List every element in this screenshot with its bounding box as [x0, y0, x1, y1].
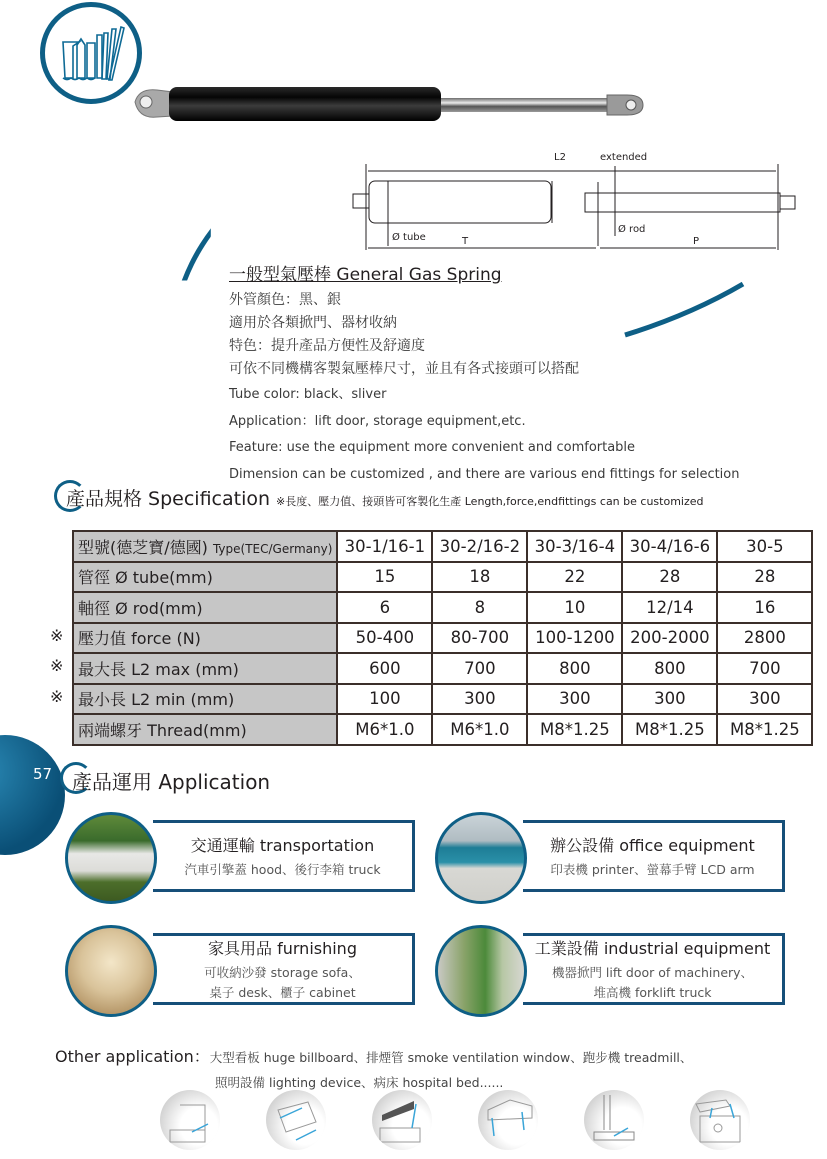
table-cell: 8	[432, 592, 527, 623]
card-title: 工業設備 industrial equipment	[534, 938, 771, 958]
spec-section-header	[66, 484, 703, 511]
table-row	[73, 653, 812, 684]
table-cell: 28	[622, 562, 717, 593]
row-label: 壓力值 force (N)	[73, 623, 337, 654]
label-extended: extended	[600, 152, 648, 163]
asterisk-mark: ※	[50, 626, 64, 645]
industrial-photo	[435, 925, 527, 1017]
table-cell: 600	[337, 653, 432, 684]
card-line: 桌子 desk、櫃子 cabinet	[209, 984, 356, 1000]
office-photo	[435, 812, 527, 904]
column-header: 30-5	[717, 531, 812, 562]
asterisk-mark: ※	[50, 656, 64, 675]
card-text-box	[153, 820, 415, 892]
table-cell: 100	[337, 684, 432, 715]
header-label-small: Type(TEC/Germany)	[212, 541, 333, 556]
zh-line: 可依不同機構客製氣壓棒尺寸，並且有各式接頭可以搭配	[229, 361, 579, 377]
dimension-diagram	[350, 146, 800, 258]
table-cell: M8*1.25	[717, 714, 812, 745]
table-cell: 12/14	[622, 592, 717, 623]
card-text-box	[523, 933, 785, 1005]
column-header: 30-3/16-4	[527, 531, 622, 562]
furnishing-photo	[65, 925, 157, 1017]
table-cell: 15	[337, 562, 432, 593]
lid-open-icon	[372, 1090, 432, 1150]
label-tube: Ø tube	[392, 232, 426, 243]
other-applications	[55, 1044, 815, 1091]
gas-spring-photo	[133, 78, 653, 128]
card-line: 可收納沙發 storage sofa、	[204, 964, 361, 980]
en-line: Feature: use the equipment more convenient and comfortable	[229, 440, 636, 455]
table-cell: 100-1200	[527, 623, 622, 654]
table-cell: 300	[432, 684, 527, 715]
column-header: 30-1/16-1	[337, 531, 432, 562]
en-line: Application：lift door, storage equipment,etc.	[229, 413, 526, 429]
table-row	[73, 592, 812, 623]
spec-section-title: 產品規格 Specification	[66, 488, 271, 510]
header-label	[73, 531, 337, 562]
zh-line: 適用於各類掀門、器材收納	[229, 315, 397, 331]
column-header: 30-2/16-2	[432, 531, 527, 562]
row-label: 最大長 L2 max (mm)	[73, 653, 337, 684]
table-cell: 6	[337, 592, 432, 623]
header-label-main: 型號(德芝寶/德國)	[78, 537, 213, 557]
card-title: 家具用品 furnishing	[208, 938, 357, 958]
row-label: 最小長 L2 min (mm)	[73, 684, 337, 715]
table-cell: 50-400	[337, 623, 432, 654]
page-number: 57	[33, 765, 53, 783]
card-text-box	[523, 820, 785, 892]
usage-illustrations	[160, 1090, 750, 1150]
label-t: T	[462, 236, 469, 247]
table-cell: M6*1.0	[432, 714, 527, 745]
table-row	[73, 562, 812, 593]
cabinet-lift-icon	[266, 1090, 326, 1150]
truck-door-icon	[160, 1090, 220, 1150]
asterisk-mark: ※	[50, 687, 64, 706]
zh-line: 外管顏色：黑、銀	[229, 292, 341, 308]
card-title: 辦公設備 office equipment	[550, 835, 755, 855]
en-line: Tube color: black、sliver	[229, 387, 387, 402]
table-cell: 28	[717, 562, 812, 593]
table-cell: 300	[527, 684, 622, 715]
table-row	[73, 714, 812, 745]
product-intro	[229, 260, 809, 487]
table-cell: 300	[717, 684, 812, 715]
zh-line: 特色：提升產品方便性及舒適度	[229, 338, 425, 354]
application-section-header	[72, 766, 270, 795]
table-cell: 22	[527, 562, 622, 593]
card-line: 堆高機 forklift truck	[593, 984, 712, 1000]
fold-bed-icon	[584, 1090, 644, 1150]
table-cell: M8*1.25	[527, 714, 622, 745]
table-cell: 10	[527, 592, 622, 623]
table-cell: 2800	[717, 623, 812, 654]
table-row	[73, 623, 812, 654]
transportation-photo	[65, 812, 157, 904]
table-cell: 700	[432, 653, 527, 684]
table-cell: 80-700	[432, 623, 527, 654]
card-subtitle: 印表機 printer、螢幕手臂 LCD arm	[550, 861, 755, 877]
table-cell: 700	[717, 653, 812, 684]
card-text-box	[153, 933, 415, 1005]
table-cell: 800	[527, 653, 622, 684]
row-label: 兩端螺牙 Thread(mm)	[73, 714, 337, 745]
label-l2: L2	[554, 152, 566, 163]
row-label: 管徑 Ø tube(mm)	[73, 562, 337, 593]
machine-hood-icon	[690, 1090, 750, 1150]
spec-table	[72, 530, 813, 746]
gas-spring-logo	[40, 2, 142, 104]
row-label: 軸徑 Ø rod(mm)	[73, 592, 337, 623]
overhead-cabinet-icon	[478, 1090, 538, 1150]
card-subtitle	[204, 963, 361, 1003]
table-cell: 18	[432, 562, 527, 593]
application-card	[65, 925, 415, 1015]
product-title: 一般型氣壓棒 General Gas Spring	[229, 265, 502, 285]
other-line-1: 大型看板 huge billboard、排煙管 smoke ventilation window、跑步機 treadmill、	[209, 1050, 693, 1065]
application-section-title: 產品運用 Application	[72, 770, 271, 794]
table-cell: 800	[622, 653, 717, 684]
spec-section-note: ※長度、壓力值、接頭皆可客製化生產 Length,force,endfittings can be customized	[276, 495, 704, 508]
label-p: P	[693, 236, 700, 247]
en-line: Dimension can be customized , and there are various end fittings for selection	[229, 466, 740, 482]
application-card	[435, 812, 785, 902]
page-number-circle	[0, 735, 65, 855]
table-header-row	[73, 531, 812, 562]
table-row	[73, 684, 812, 715]
table-cell: M8*1.25	[622, 714, 717, 745]
other-line-2: 照明設備 lighting device、病床 hospital bed......	[215, 1075, 504, 1090]
card-title: 交通運輸 transportation	[190, 835, 375, 855]
gas-spring-bundle-icon	[45, 7, 137, 99]
label-rod: Ø rod	[618, 224, 646, 235]
column-header: 30-4/16-6	[622, 531, 717, 562]
card-line: 機器掀門 lift door of machinery、	[551, 964, 754, 980]
application-card	[435, 925, 785, 1015]
table-cell: 16	[717, 592, 812, 623]
other-label: Other application：	[55, 1047, 210, 1066]
application-card	[65, 812, 415, 902]
card-subtitle: 汽車引擎蓋 hood、後行李箱 truck	[184, 861, 381, 877]
table-cell: 200-2000	[622, 623, 717, 654]
table-cell: M6*1.0	[337, 714, 432, 745]
table-cell: 300	[622, 684, 717, 715]
card-subtitle	[552, 963, 753, 1003]
